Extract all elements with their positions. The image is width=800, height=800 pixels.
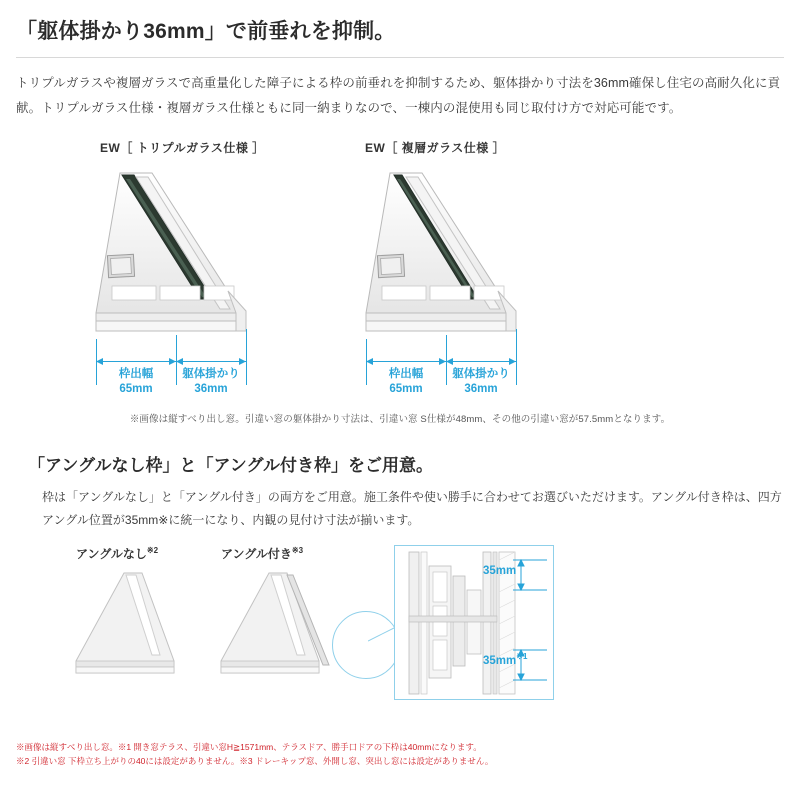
caption-no-angle-text: アングルなし — [76, 546, 147, 561]
figure-note-one: ※画像は縦すべり出し窓。引違い窓の躯体掛かり寸法は、引違い窓 S仕様が48mm、その他の引違い窓が57.5mmとなります。 — [129, 413, 671, 425]
section-one — [0, 0, 800, 121]
section-two-title: 「アングルなし枠」と「アングル付き枠」をご用意。 — [28, 455, 433, 475]
caption-with-angle-sup: ※3 — [291, 545, 304, 555]
dim-label-body-right: 躯体掛かり — [452, 367, 510, 380]
dim-value-body-right: 36mm — [464, 383, 498, 396]
detail-dim-lower — [483, 652, 527, 667]
footnote-line-1 — [16, 741, 784, 754]
detail-drawing-box — [394, 545, 554, 700]
dimension-group-double — [0, 139, 800, 449]
caption-with-angle — [221, 545, 303, 562]
figure-caption-double: EW［ 複層ガラス仕様 ］ — [365, 140, 506, 155]
dim-value-frame-left: 65mm — [119, 383, 153, 396]
dim-value-body-left: 36mm — [194, 383, 228, 396]
divider — [16, 57, 784, 58]
footnote-text-1: ※画像は縦すべり出し窓。※1 開き窓テラス、引違い窓H≧1571mm、テラスドア、勝手口ドアの下枠は40mmになります。 — [16, 741, 482, 752]
footnote-line-2 — [16, 755, 784, 768]
detail-dim-upper-text: 35mm — [483, 564, 517, 577]
figure-row-one — [0, 139, 800, 449]
dim-label-body-left: 躯体掛かり — [182, 367, 240, 380]
dim-label-frame-right: 枠出幅 — [388, 367, 424, 380]
section-two — [0, 451, 800, 768]
detail-dim-upper — [483, 562, 516, 577]
detail-dim-lower-text: 35mm — [483, 654, 517, 667]
caption-no-angle — [76, 545, 158, 562]
figure-row-two — [16, 545, 784, 735]
page-title: 「躯体掛かり36mm」で前垂れを抑制。 — [16, 20, 396, 43]
section-one-body: トリプルガラスや複層ガラスで高重量化した障子による枠の前垂れを抑制するため、躯体掛かり寸法を36mm確保し住宅の高耐久化に貢献。トリプルガラス仕様・複層ガラス仕様ともに同一納まりなので、一棟内の混使用も同じ取付け方で対応可能です。 — [16, 75, 781, 115]
no-angle-image — [56, 569, 206, 689]
section-two-body: 枠は「アングルなし」と「アングル付き」の両方をご用意。施工条件や使い勝手に合わせてお選びいただけます。アングル付き枠は、四方アングル位置が35mm※に統一になり、内観の見付け寸法が揃います。 — [42, 489, 782, 528]
dim-label-frame-left: 枠出幅 — [118, 367, 154, 380]
footnote-text-2: ※2 引違い窓 下枠立ち上がりの40には設定がありません。※3 ドレーキップ窓、外開し窓、突出し窓には設定がありません。 — [16, 756, 494, 767]
detail-dim-lower-sup: ※1 — [516, 651, 528, 661]
caption-with-angle-text: アングル付き — [221, 546, 292, 561]
dim-value-frame-right: 65mm — [389, 383, 423, 396]
caption-no-angle-sup: ※2 — [146, 545, 159, 555]
figure-caption-triple: EW［ トリプルガラス仕様 ］ — [100, 140, 265, 155]
